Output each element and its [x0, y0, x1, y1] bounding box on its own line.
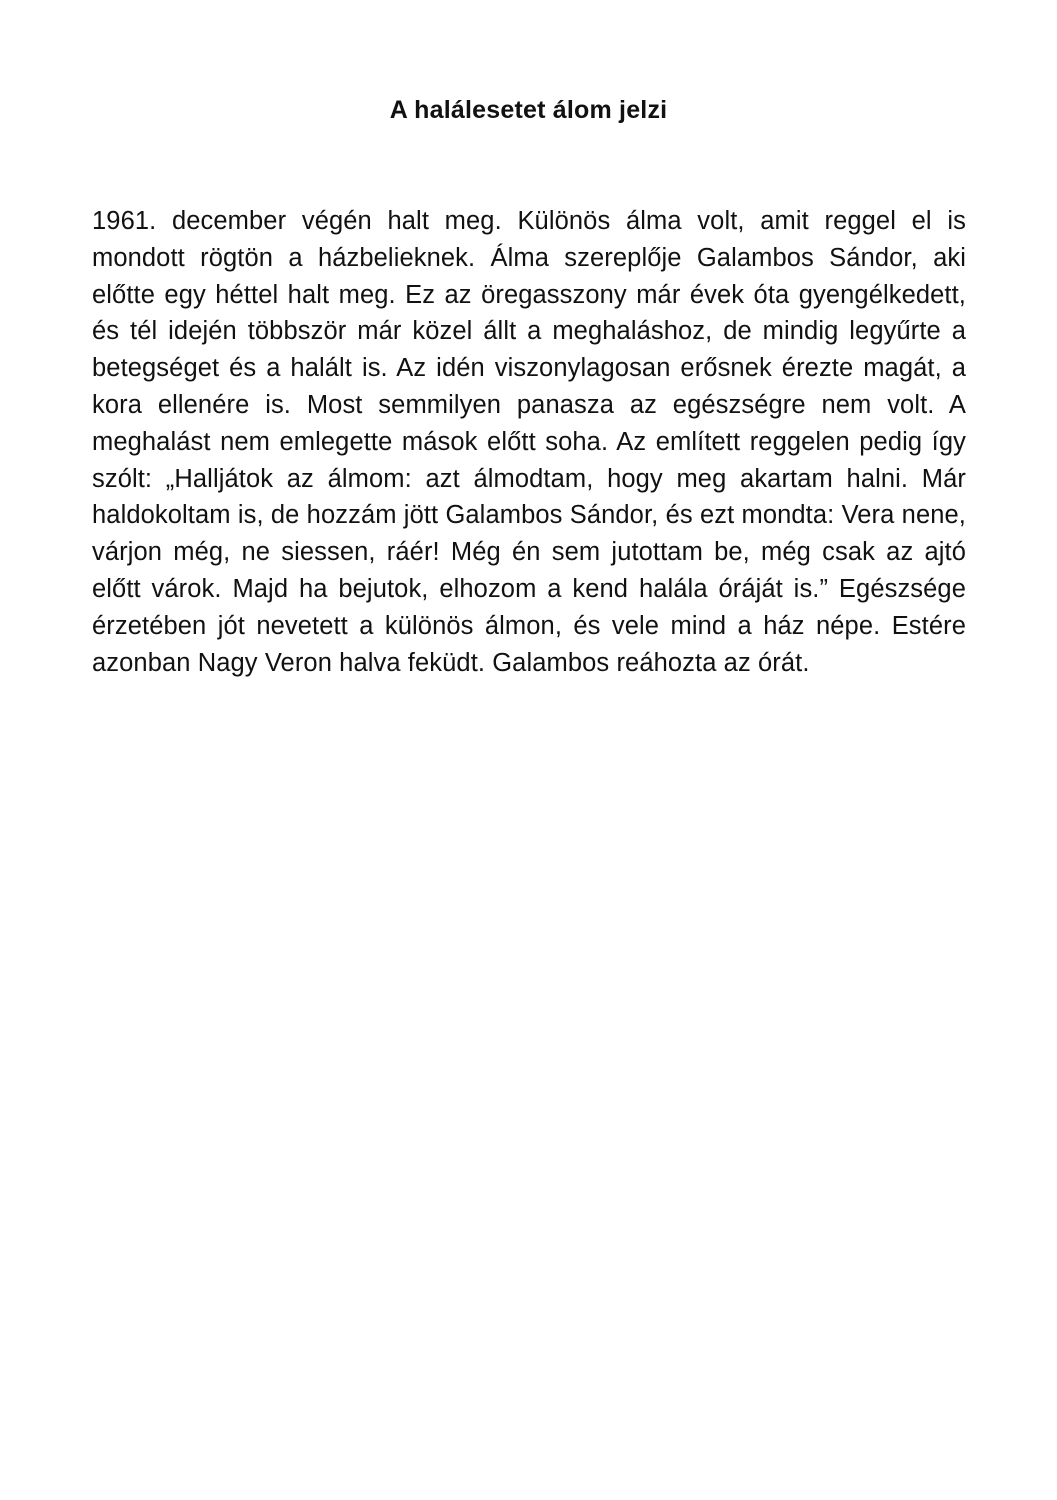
- document-paragraph: 1961. december végén halt meg. Különös álma volt, amit reggel el is mondott rögtön a házbelieknek. Álma szereplője Galambos Sándor, aki előtte egy héttel halt meg. Ez az öregasszony már évek óta gyengélkedett, és tél idején többször már közel állt a meghaláshoz, de mindig legyűrte a betegséget és a halált is. Az idén viszonylagosan erősnek érezte magát, a kora ellenére is. Most semmilyen panasza az egészségre nem volt. A meghalást nem emlegette mások előtt soha. Az említett reggelen pedig így szólt: „Halljátok az álmom: azt álmodtam, hogy meg akartam halni. Már haldokoltam is, de hozzám jött Galambos Sándor, és ezt mondta: Vera nene, várjon még, ne siessen, ráér! Még én sem jutottam be, még csak az ajtó előtt várok. Majd ha bejutok, elhozom a kend halála óráját is.” Egészsége érzetében jót nevetett a különös álmon, és vele mind a ház népe. Estére azonban Nagy Veron halva feküdt. Galambos reáhozta az órát.: [92, 207, 966, 677]
- document-title: A halálesetet álom jelzi: [389, 96, 668, 124]
